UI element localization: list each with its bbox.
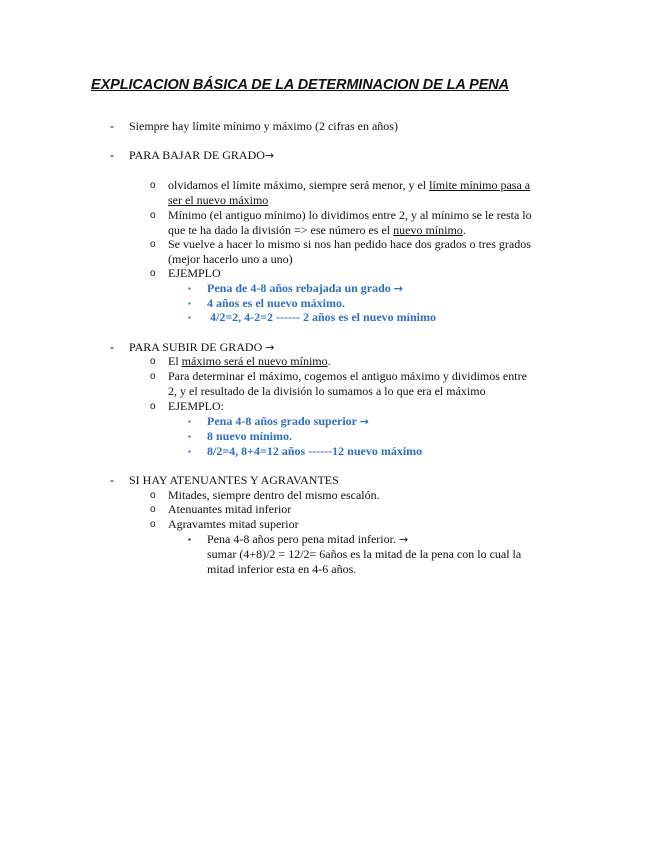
square-bullet: ▪ [188, 417, 191, 426]
circle-bullet: o [150, 268, 156, 279]
item-text: EJEMPLO [168, 266, 221, 280]
item-text: El [168, 354, 182, 368]
item-text: (mejor hacerlo uno a uno) [168, 252, 293, 266]
item-text: Atenuantes mitad inferior [168, 502, 292, 516]
underlined-text: nuevo mínimo [393, 223, 463, 237]
arrow-right-icon: → [359, 415, 370, 428]
underlined-text: ser el nuevo máximo [168, 193, 269, 207]
example-text: 8/2=4, 8+4=12 años ------12 nuevo máximo [207, 444, 423, 458]
square-bullet: ▪ [188, 535, 191, 544]
underlined-text: límite mínimo pasa a [429, 178, 531, 192]
item-text: Se vuelve a hacer lo mismo si nos han pedido hace dos grados o tres grados [168, 237, 531, 251]
dash-bullet: - [110, 340, 114, 354]
item-text: Mitades, siempre dentro del mismo escalón. [168, 488, 380, 502]
circle-bullet: o [150, 180, 156, 191]
example-text: Pena 4-8 años grado superior [207, 414, 357, 428]
example-text: 4 años es el nuevo máximo. [207, 296, 345, 310]
square-bullet: ▪ [188, 432, 191, 441]
document-title: EXPLICACION BÁSICA DE LA DETERMINACION DE LA PENA [91, 77, 510, 93]
section-raise-grade-heading: PARA SUBIR DE GRADO [129, 340, 263, 354]
arrow-right-icon: → [264, 149, 275, 162]
item-text: Para determinar el máximo, cogemos el antiguo máximo y dividimos entre [168, 369, 527, 383]
dash-bullet: - [110, 473, 114, 487]
circle-bullet: o [150, 490, 156, 501]
underlined-text: máximo será el nuevo mínimo [181, 354, 328, 368]
item-text: Agravamtes mitad superior [168, 517, 299, 531]
item-text: Mínimo (el antiguo mínimo) lo dividimos entre 2, y al mínimo se le resta lo [168, 208, 532, 222]
example-text: Pena de 4-8 años rebajada un grado [207, 281, 391, 295]
item-text: . [462, 223, 466, 237]
item-text: . [327, 354, 331, 368]
item-text: mitad inferior esta en 4-6 años. [207, 562, 357, 576]
section-mitigating-heading: SI HAY ATENUANTES Y AGRAVANTES [129, 473, 339, 487]
arrow-right-icon: → [265, 341, 275, 354]
dash-bullet: - [110, 148, 114, 162]
item-text: sumar (4+8)/2 = 12/2= 6años es la mitad de la pena con lo cual la [207, 547, 522, 561]
circle-bullet: o [150, 356, 156, 367]
circle-bullet: o [150, 239, 156, 250]
circle-bullet: o [150, 519, 156, 530]
square-bullet: ▪ [188, 447, 191, 456]
circle-bullet: o [150, 210, 156, 221]
item-text: EJEMPLO: [168, 399, 225, 413]
arrow-right-icon: → [393, 282, 404, 295]
circle-bullet: o [150, 401, 156, 412]
square-bullet: ▪ [188, 299, 191, 308]
item-text: olvidamos el límite máximo, siempre será menor, y el [168, 178, 430, 192]
example-text: 8 nuevo mínimo. [207, 429, 293, 443]
example-text: 4/2=2, 4-2=2 ------ 2 años es el nuevo mínimo [207, 310, 436, 324]
item-text: 2, y el resultado de la división lo sumamos a lo que era el máximo [168, 384, 486, 398]
section-limits-text: Siempre hay límite mínimo y máximo (2 cifras en años) [129, 119, 398, 133]
item-text: Pena 4-8 años pero pena mitad inferior. [207, 532, 396, 546]
dash-bullet: - [110, 119, 114, 133]
item-text: que te ha dado la división => ese número es el [168, 223, 394, 237]
circle-bullet: o [150, 371, 156, 382]
arrow-right-icon: → [398, 533, 409, 546]
section-lower-grade-heading: PARA BAJAR DE GRADO [129, 148, 265, 162]
circle-bullet: o [150, 504, 156, 515]
square-bullet: ▪ [188, 284, 191, 293]
square-bullet: ▪ [188, 313, 191, 322]
